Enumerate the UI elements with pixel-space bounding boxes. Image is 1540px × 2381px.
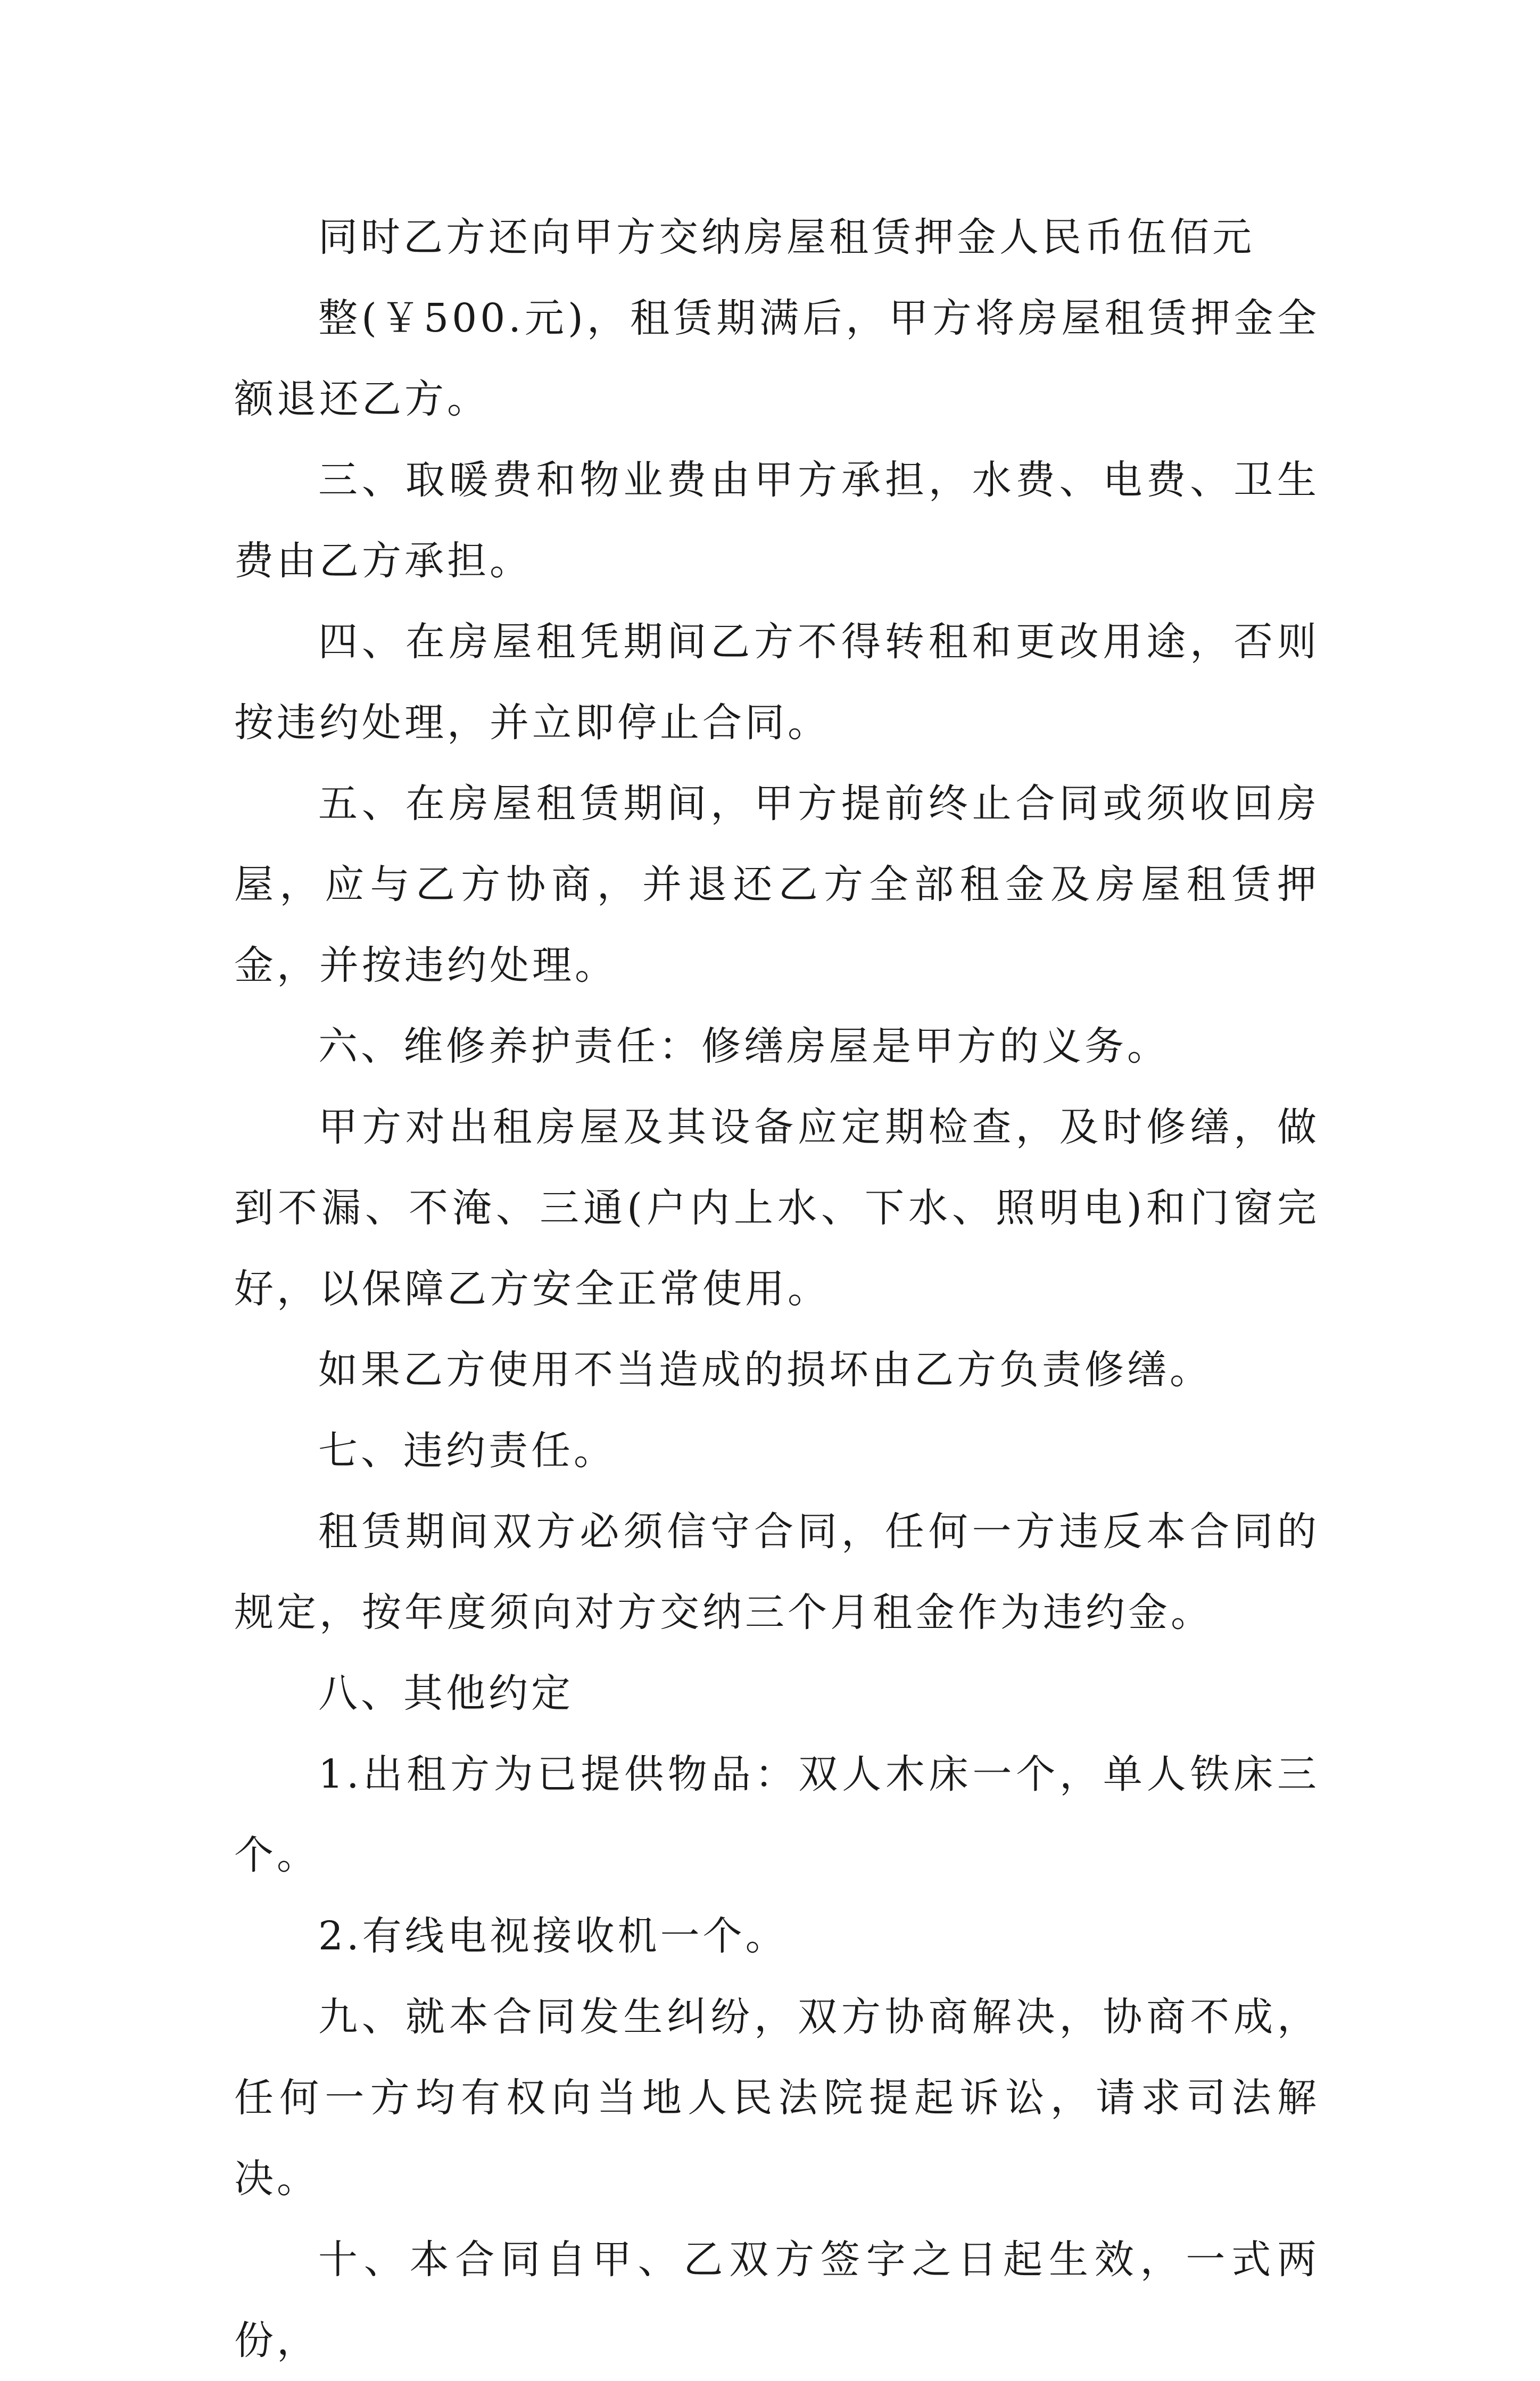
paragraph-item-1: 1.出租方为已提供物品：双人木床一个，单人铁床三个。 — [234, 1751, 1320, 1878]
paragraph-clause-4: 四、在房屋租凭期间乙方不得转租和更改用途，否则按违约处理，并立即停止合同。 — [234, 619, 1320, 746]
paragraph-clause-3: 三、取暖费和物业费由甲方承担，水费、电费、卫生费由乙方承担。 — [234, 457, 1320, 584]
document-body — [234, 197, 1320, 2381]
paragraph-damage: 如果乙方使用不当造成的损坏由乙方负责修缮。 — [318, 1347, 1212, 1393]
paragraph-clause-9: 九、就本合同发生纠纷，双方协商解决，协商不成，任何一方均有权向当地人民法院提起诉讼，请求司法解决。 — [234, 1994, 1320, 2202]
paragraph-clause-8: 八、其他约定 — [318, 1671, 574, 1716]
paragraph-deposit-refund: 整(￥500.元)，租赁期满后，甲方将房屋租赁押金全额退还乙方。 — [234, 295, 1320, 422]
paragraph-deposit: 同时乙方还向甲方交纳房屋租赁押金人民币伍佰元 — [318, 214, 1255, 260]
paragraph-clause-6: 六、维修养护责任：修缮房屋是甲方的义务。 — [318, 1023, 1170, 1069]
paragraph-clause-5: 五、在房屋租赁期间，甲方提前终止合同或须收回房屋，应与乙方协商，并退还乙方全部租金及房屋租赁押金，并按违约处理。 — [234, 781, 1320, 988]
paragraph-clause-10: 十、本合同自甲、乙双方签字之日起生效，一式两份， — [234, 2237, 1320, 2363]
paragraph-item-2: 2.有线电视接收机一个。 — [318, 1913, 788, 1959]
paragraph-maintenance: 甲方对出租房屋及其设备应定期检查，及时修缮，做到不漏、不淹、三通(户内上水、下水、照明电)和门窗完好，以保障乙方安全正常使用。 — [234, 1104, 1320, 1312]
paragraph-clause-7: 七、违约责任。 — [318, 1428, 616, 1474]
paragraph-breach: 租赁期间双方必须信守合同，任何一方违反本合同的规定，按年度须向对方交纳三个月租金作为违约金。 — [234, 1509, 1320, 1635]
